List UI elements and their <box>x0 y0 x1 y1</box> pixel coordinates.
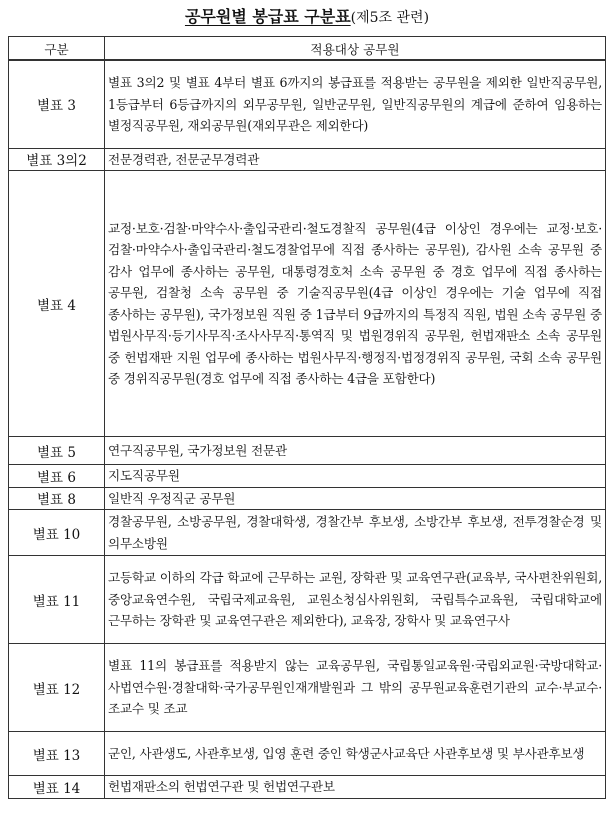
row-label: 별표 10 <box>9 510 105 556</box>
row-label: 별표 5 <box>9 437 105 465</box>
row-text: 일반직 우정직군 공무원 <box>105 487 606 510</box>
title-main: 공무원별 봉급표 구분표 <box>184 7 351 26</box>
row-text: 별표 3의2 및 별표 4부터 별표 6까지의 봉급표를 적용받는 공무원을 제외한 일반직공무원, 1등급부터 6등급까지의 외무공무원, 일반군무원, 일반직공무원의 계급에 준하여 임용하는 별정직공무원, 재외공무원(재외무관은 제외한다) <box>105 60 606 148</box>
table-header-row <box>9 37 606 61</box>
row-label: 별표 4 <box>9 171 105 437</box>
pay-scale-table <box>8 36 606 799</box>
row-label: 별표 11 <box>9 556 105 644</box>
row-label: 별표 3 <box>9 60 105 148</box>
row-text: 군인, 사관생도, 사관후보생, 입영 훈련 중인 학생군사교육단 사관후보생 및 부사관후보생 <box>105 732 606 776</box>
table-row <box>9 732 606 776</box>
row-text: 연구직공무원, 국가정보원 전문관 <box>105 437 606 465</box>
row-text: 경찰공무원, 소방공무원, 경찰대학생, 경찰간부 후보생, 소방간부 후보생, 전투경찰순경 및 의무소방원 <box>105 510 606 556</box>
row-text: 별표 11의 봉급표를 적용받지 않는 교육공무원, 국립통일교육원·국립외교원·국방대학교·사법연수원·경찰대학·국가공무원인재개발원과 그 밖의 공무원교육훈련기관의 교수·부교수·조교수 및 조교 <box>105 644 606 732</box>
table-row <box>9 465 606 488</box>
header-category: 구분 <box>9 37 105 61</box>
row-text: 지도직공무원 <box>105 465 606 488</box>
row-label: 별표 3의2 <box>9 148 105 171</box>
row-text: 교정·보호·검찰·마약수사·출입국관리·철도경찰직 공무원(4급 이상인 경우에는 교정·보호·검찰·마약수사·출입국관리·철도경찰업무에 직접 종사하는 공무원), 감사원 소속 공무원 중 감사 업무에 종사하는 공무원, 대통령경호처 소속 공무원 중 경호 업무에 직접 종사하는 공무원, 검찰청 소속 공무원 중 기술직공무원(4급 이상인 경우에는 기술 업무에 직접 종사하는 공무원), 국가정보원 직원 중 1급부터 9급까지의 특정직 직원, 법원 소속 공무원 중 법원사무직·등기사무직·조사사무직·통역직 및 법원경위직 공무원, 헌법재판소 소속 공무원 중 헌법재판 지원 업무에 종사하는 법원사무직·행정직·법정경위직 공무원, 국회 소속 공무원 중 경위직공무원(경호 업무에 직접 종사하는 4급을 포함한다) <box>105 171 606 437</box>
row-text: 고등학교 이하의 각급 학교에 근무하는 교원, 장학관 및 교육연구관(교육부, 국사편찬위원회, 중앙교육연수원, 국립국제교육원, 교원소청심사위원회, 국립특수교육원, 국립대학교에 근무하는 장학관 및 교육연구관은 제외한다), 교육장, 장학사 및 교육연구사 <box>105 556 606 644</box>
table-row <box>9 437 606 465</box>
table-row <box>9 148 606 171</box>
title-subtitle: (제5조 관련) <box>350 10 430 26</box>
table-row <box>9 776 606 799</box>
header-target: 적용대상 공무원 <box>105 37 606 61</box>
row-text: 전문경력관, 전문군무경력관 <box>105 148 606 171</box>
row-text: 헌법재판소의 헌법연구관 및 헌법연구관보 <box>105 776 606 799</box>
row-label: 별표 13 <box>9 732 105 776</box>
table-row <box>9 510 606 556</box>
table-row <box>9 556 606 644</box>
table-row <box>9 487 606 510</box>
table-row <box>9 60 606 148</box>
table-row <box>9 171 606 437</box>
row-label: 별표 6 <box>9 465 105 488</box>
row-label: 별표 12 <box>9 644 105 732</box>
row-label: 별표 8 <box>9 487 105 510</box>
document-title <box>0 0 614 34</box>
row-label: 별표 14 <box>9 776 105 799</box>
table-row <box>9 644 606 732</box>
